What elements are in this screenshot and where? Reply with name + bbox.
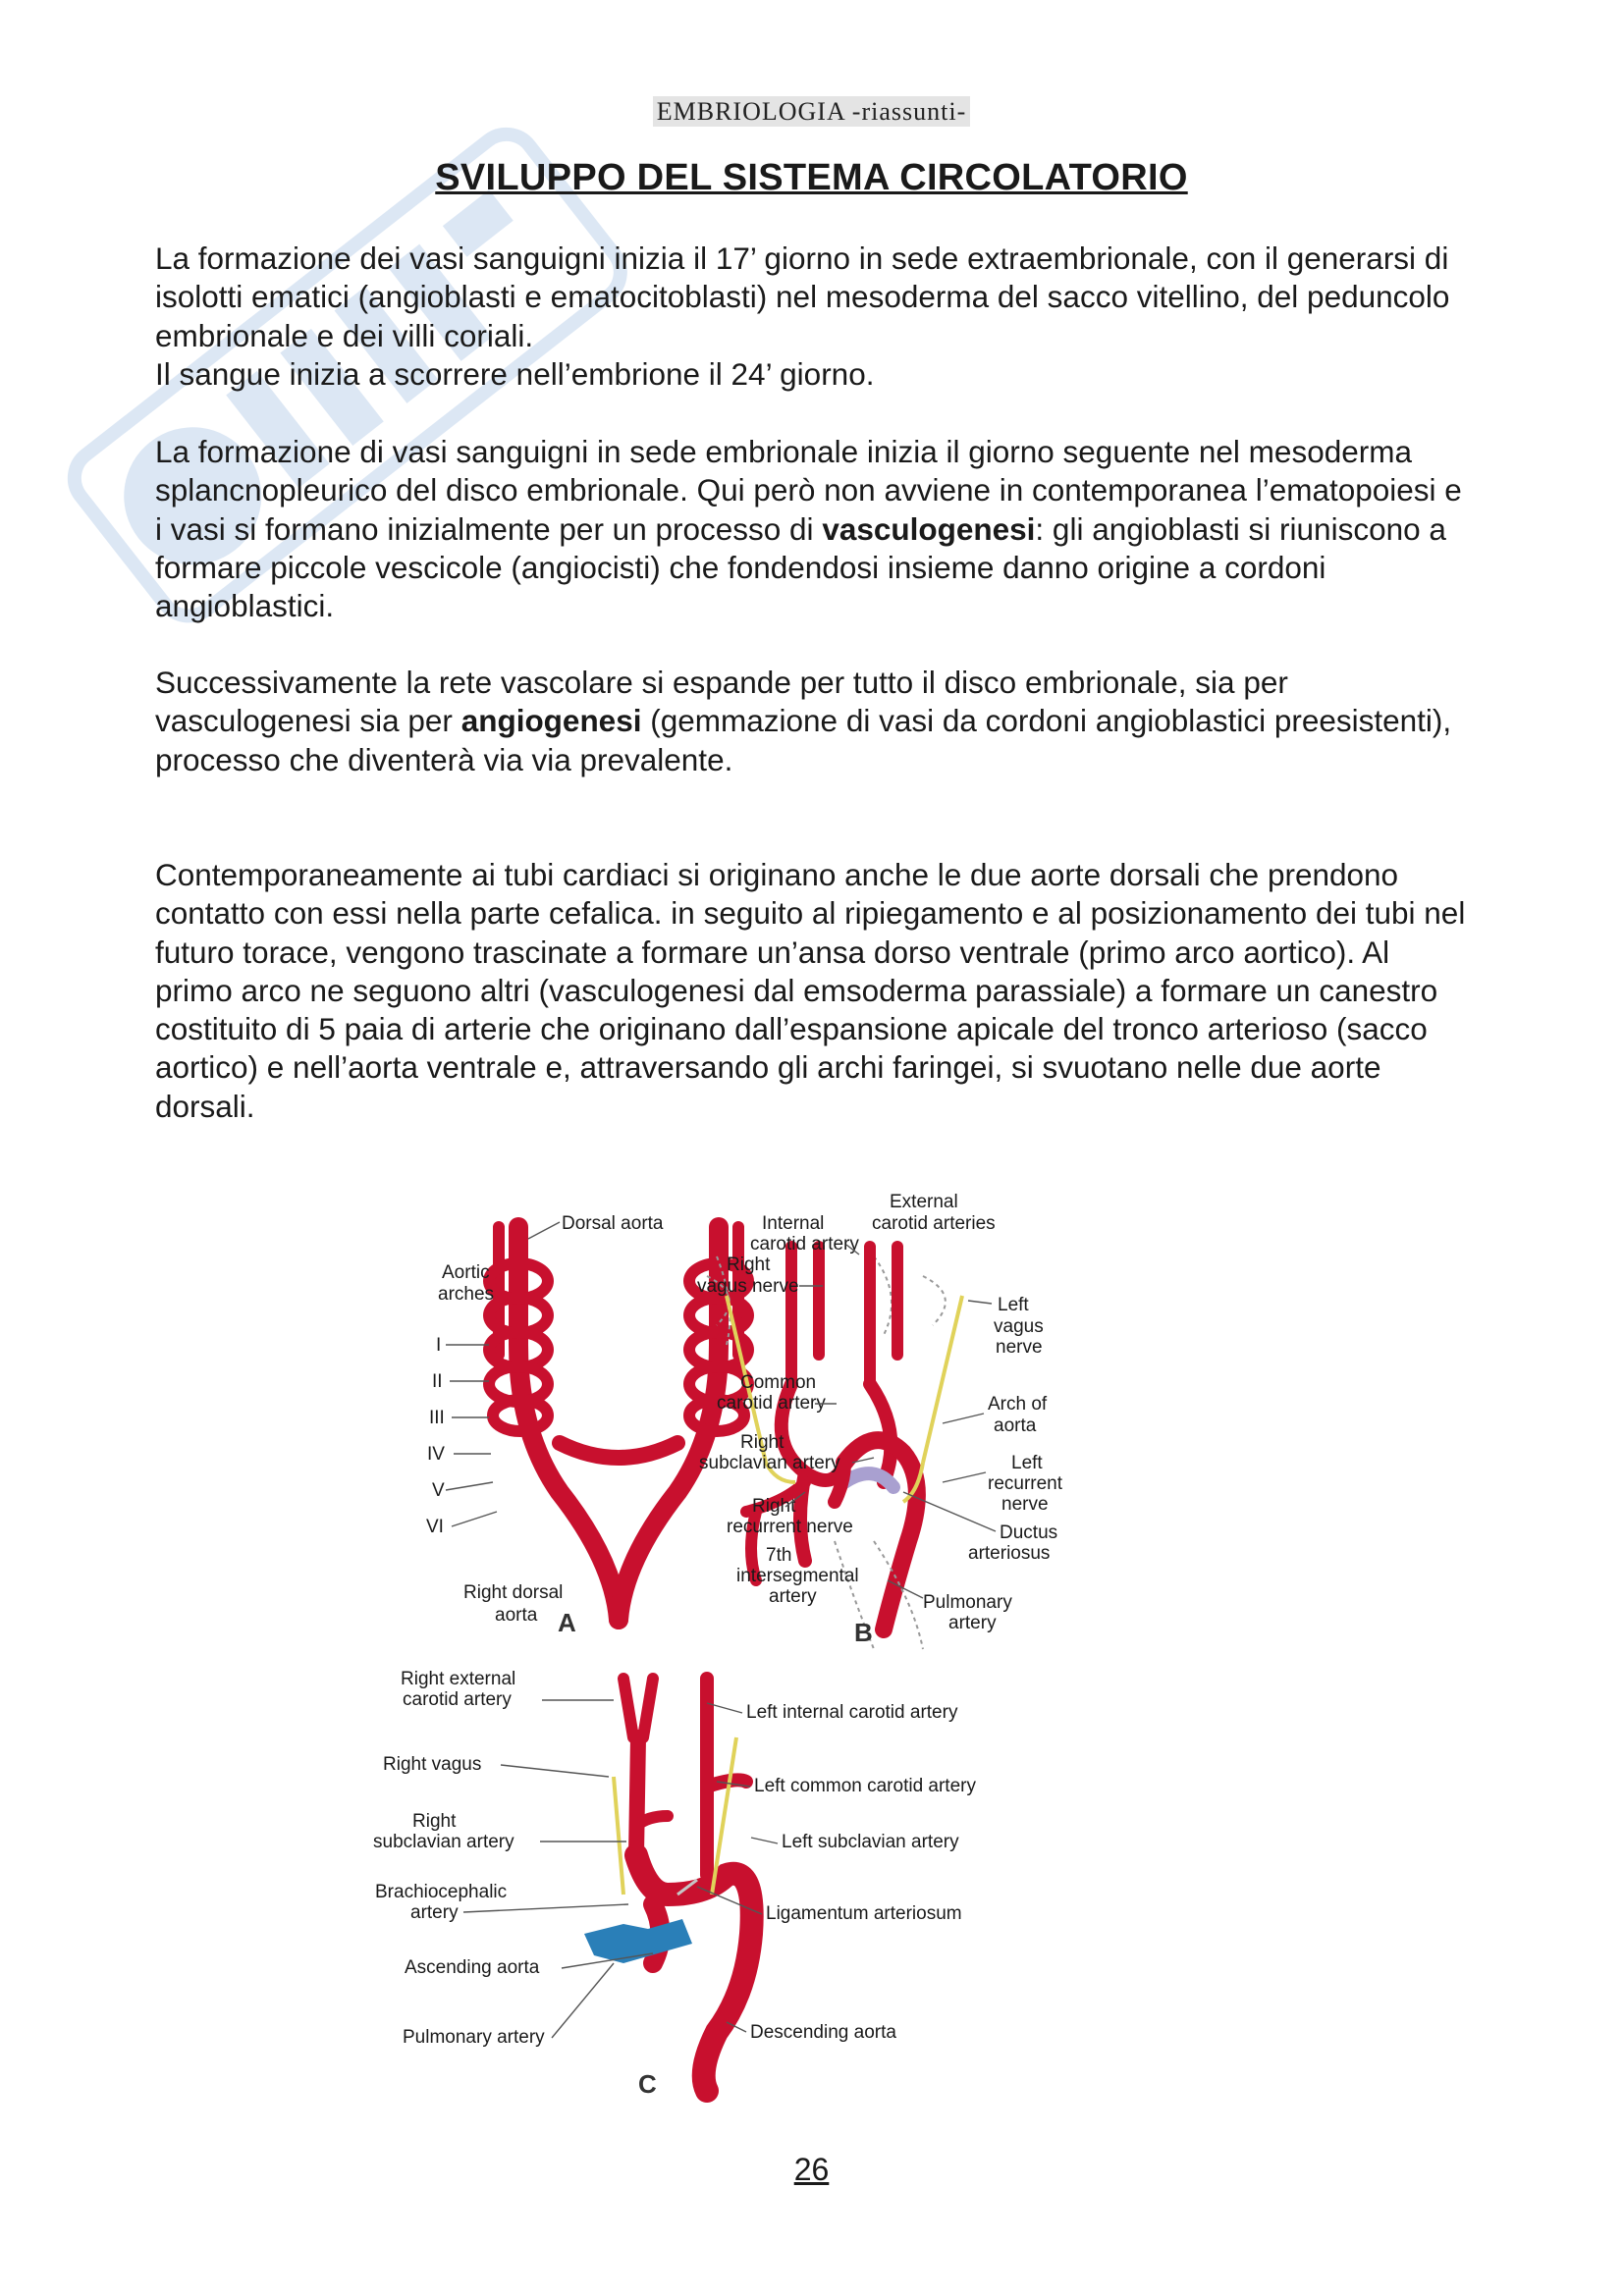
label-intersegmental-2: intersegmental: [736, 1566, 859, 1586]
label-pulmonary-b-1: Pulmonary: [923, 1592, 1012, 1613]
panel-c-letter: C: [638, 2069, 657, 2099]
label-arch-of-aorta-1: Arch of: [988, 1394, 1048, 1415]
paragraph-1-text: La formazione dei vasi sanguigni inizia il 17’ giorno in sede extraembrionale, con il generarsi di isolotti ematici (angioblasti e ematocitoblasti) nel mesoderma del sacco vitellino, del peduncolo embrionale e dei villi coriali.: [155, 240, 1450, 353]
label-right-subclavian-c-2: subclavian artery: [373, 1832, 514, 1852]
label-external-carotid-1: External: [890, 1192, 958, 1212]
label-left-vagus-3: nerve: [996, 1337, 1043, 1358]
paragraph-2-before: La formazione di vasi sanguigni in sede embrionale inizia il giorno seguente nel mesoderma splancnopleurico del disco embrionale. Qui però non avviene in contemporanea l’ematopoiesi e i vasi si formano inizialmente per un processo di: [155, 434, 1462, 547]
page-title: SVILUPPO DEL SISTEMA CIRCOLATORIO: [435, 157, 1188, 198]
label-pulmonary-b-2: artery: [948, 1613, 997, 1633]
arch-numeral-6: VI: [426, 1517, 444, 1537]
panel-b-letter: B: [854, 1618, 873, 1647]
label-brachiocephalic-1: Brachiocephalic: [375, 1882, 508, 1902]
label-common-carotid-1: Common: [740, 1372, 817, 1393]
label-right-dorsal-aorta-2: aorta: [495, 1605, 538, 1626]
arch-numeral-2: II: [432, 1371, 443, 1392]
label-external-carotid-2: carotid arteries: [872, 1213, 996, 1234]
panel-a-letter: A: [558, 1608, 576, 1637]
paragraph-2-bold: vasculogenesi: [822, 510, 1036, 547]
label-brachiocephalic-2: artery: [410, 1902, 459, 1923]
paragraph-3-after: (gemmazione di vasi da cordoni angioblastici preesistenti), processo che diventerà via via prevalente.: [155, 703, 1452, 777]
label-right-vagus-2: vagus nerve: [697, 1276, 799, 1297]
arch-numeral-5: V: [432, 1480, 445, 1501]
label-left-subclavian: Left subclavian artery: [782, 1832, 959, 1852]
label-right-recurrent-2: recurrent nerve: [727, 1517, 853, 1537]
label-aortic-arches-2: arches: [438, 1284, 495, 1305]
label-left-vagus-2: vagus: [994, 1316, 1044, 1337]
paragraph-2-after: : gli angioblasti si riuniscono a formare piccole vescicole (angiocisti) che fondendosi insieme danno origine a cordoni angioblastici.: [155, 510, 1446, 624]
label-ductus-1: Ductus: [1000, 1522, 1058, 1543]
arch-numeral-3: III: [429, 1408, 445, 1428]
label-right-vagus-c: Right vagus: [383, 1754, 482, 1775]
label-right-subclavian-2: subclavian artery: [699, 1453, 840, 1473]
label-left-vagus-1: Left: [998, 1295, 1029, 1315]
label-right-vagus-1: Right: [727, 1255, 771, 1275]
arch-numerals: [426, 1335, 497, 1537]
label-ascending-aorta: Ascending aorta: [405, 1957, 540, 1978]
running-head-text: EMBRIOLOGIA -riassunti-: [653, 96, 970, 127]
aortic-arches-figure: [373, 1188, 1257, 2110]
paragraph-1: [155, 240, 1471, 394]
label-internal-carotid-2: carotid artery: [750, 1234, 859, 1255]
label-right-external-carotid-2: carotid artery: [403, 1689, 512, 1710]
paragraph-3-bold: angiogenesi: [460, 703, 642, 739]
label-left-internal-carotid: Left internal carotid artery: [746, 1702, 958, 1723]
label-left-recurrent-3: nerve: [1001, 1494, 1049, 1515]
label-right-subclavian-1: Right: [740, 1432, 784, 1453]
label-intersegmental-1: 7th: [766, 1545, 792, 1566]
running-head: [0, 97, 1623, 127]
page-number: 26: [793, 2152, 830, 2187]
panel-c-diagram: [584, 1679, 752, 2091]
paragraph-3: [155, 664, 1471, 779]
label-descending-aorta: Descending aorta: [750, 2022, 896, 2043]
paragraph-4: Contemporaneamente ai tubi cardiaci si originano anche le due aorte dorsali che prendono contatto con essi nella parte cefalica. in seguito al ripiegamento e al posizionamento dei tubi nel futuro torace, vengono trascinate a formare un’ansa dorso ventrale (primo arco aortico). Al primo arco ne seguono altri (vasculogenesi dal emsoderma parassiale) a formare un canestro costituito di 5 paia di arterie che originano dall’espansione apicale del tronco arterioso (sacco aortico) e nell’aorta ventrale e, attraversando gli archi faringei, si svuotano nelle due aorte dorsali.: [155, 857, 1466, 1124]
label-right-subclavian-c-1: Right: [412, 1811, 457, 1832]
label-arch-of-aorta-2: aorta: [994, 1415, 1037, 1436]
label-right-dorsal-aorta-1: Right dorsal: [463, 1582, 564, 1603]
label-common-carotid-2: carotid artery: [717, 1393, 826, 1414]
label-ligamentum: Ligamentum arteriosum: [766, 1903, 962, 1924]
label-left-recurrent-2: recurrent: [988, 1473, 1063, 1494]
paragraph-1-text-2: Il sangue inizia a scorrere nell’embrione il 24’ giorno.: [155, 355, 875, 392]
arch-numeral-4: IV: [427, 1444, 445, 1465]
paragraph-3-before: Successivamente la rete vascolare si espande per tutto il disco embrionale, sia per vasculogenesi sia per: [155, 665, 1288, 739]
label-internal-carotid-1: Internal: [762, 1213, 825, 1234]
label-left-common-carotid: Left common carotid artery: [754, 1776, 976, 1796]
label-dorsal-aorta: Dorsal aorta: [562, 1213, 664, 1234]
arch-numeral-1: I: [436, 1335, 442, 1356]
label-ductus-2: arteriosus: [968, 1543, 1051, 1564]
label-pulmonary-artery-c: Pulmonary artery: [403, 2027, 545, 2048]
label-aortic-arches-1: Aortic: [442, 1262, 490, 1283]
label-right-external-carotid-1: Right external: [401, 1669, 516, 1689]
label-left-recurrent-1: Left: [1011, 1453, 1043, 1473]
label-intersegmental-3: artery: [769, 1586, 817, 1607]
paragraph-2: [155, 433, 1471, 625]
label-right-recurrent-1: Right: [752, 1496, 796, 1517]
